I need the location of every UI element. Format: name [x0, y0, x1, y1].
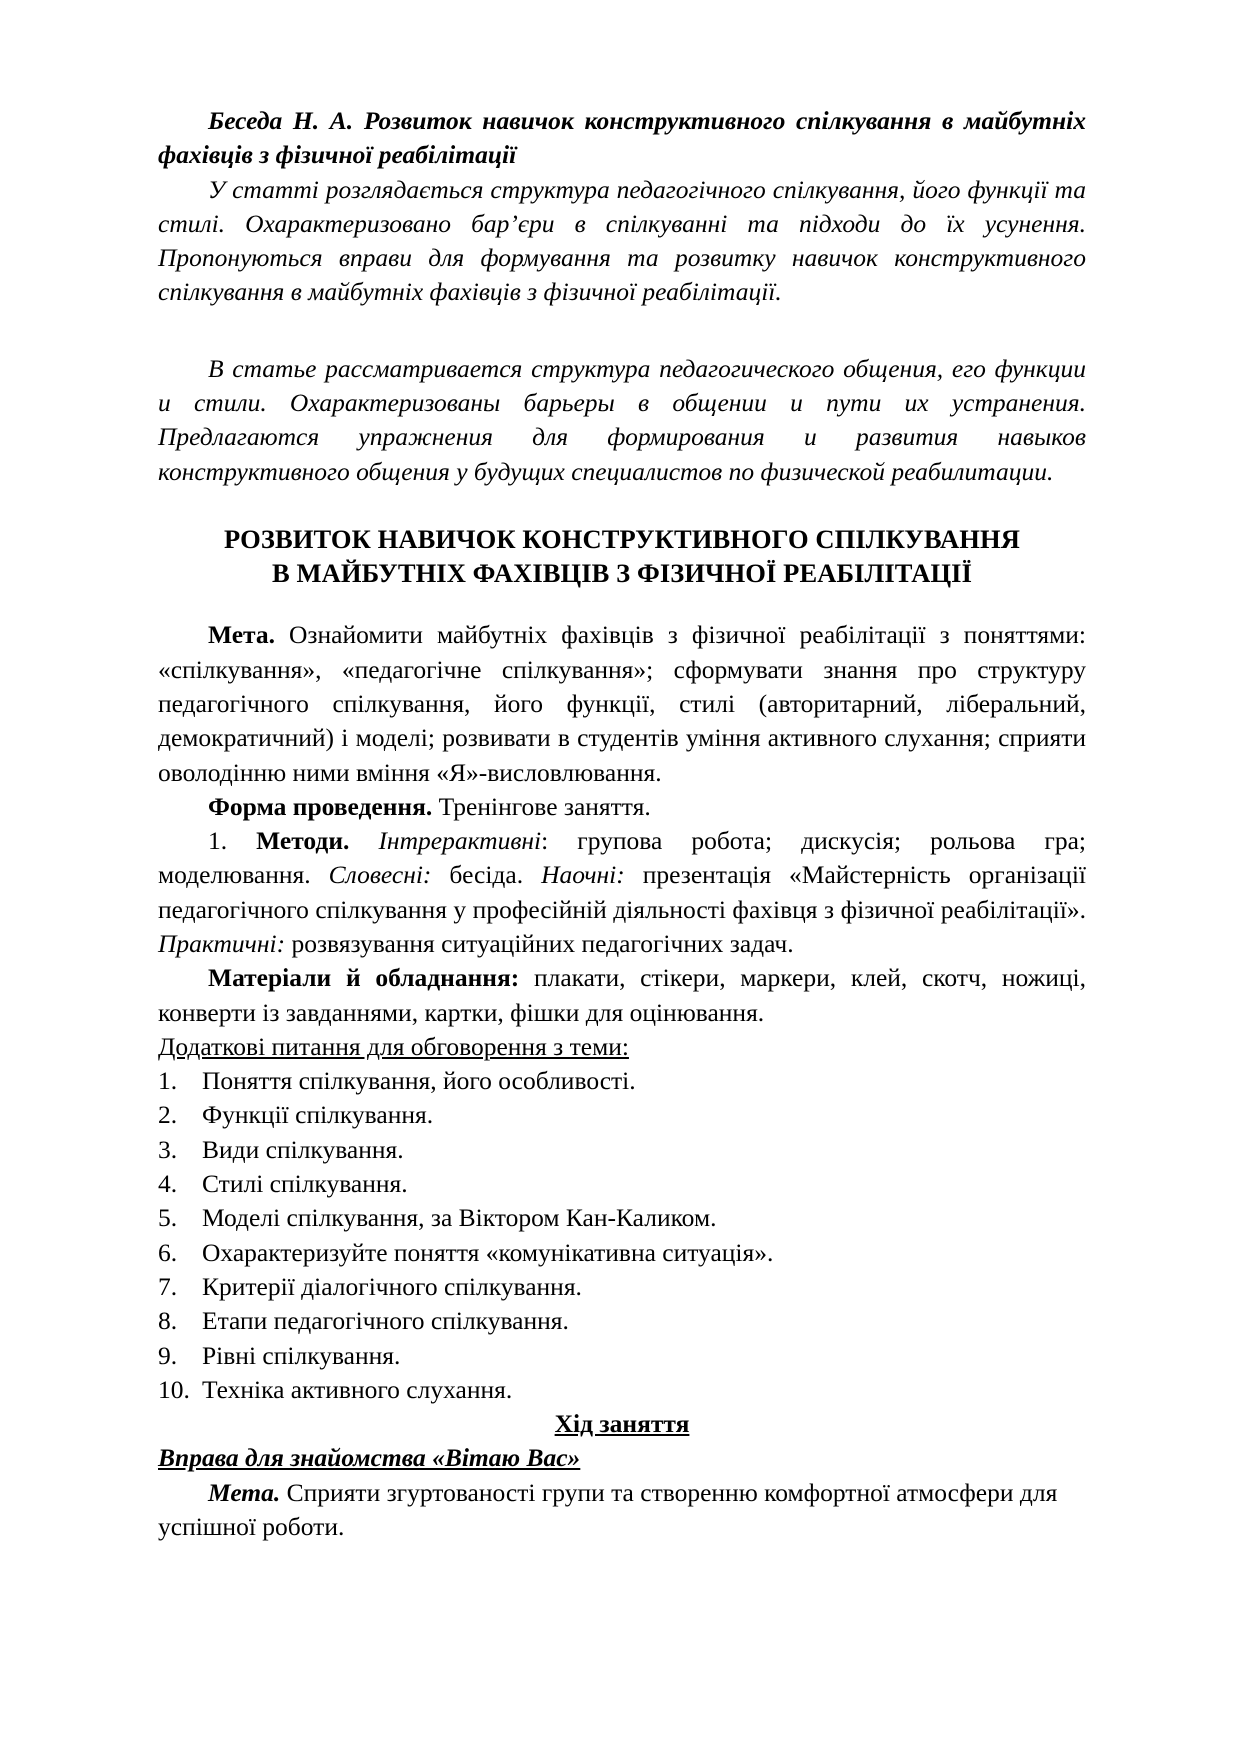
list-item — [158, 1270, 1086, 1304]
methods-label: Методи. — [256, 826, 350, 856]
document-page — [158, 0, 1086, 1544]
list-item — [158, 1339, 1086, 1373]
list-item — [158, 1167, 1086, 1201]
body-content — [158, 618, 1086, 1544]
list-item-number: 7. — [158, 1271, 178, 1301]
materials-text: плакати, стікери, маркери, клей, скотч, ножиці, конверти із завданнями, картки, фішки для оцінювання. — [158, 963, 1086, 1027]
exercise-title-text: Вправа для знайомства «Вітаю Вас» — [158, 1443, 581, 1473]
list-item-label: Охарактеризуйте поняття «комунікативна ситуація». — [202, 1237, 774, 1267]
list-item — [158, 1236, 1086, 1270]
methods-interactive-label: Інтрерактивні — [349, 826, 542, 856]
purpose-text: Ознайомити майбутніх фахівців з фізичної реабілітації з поняттями: «спілкування», «педагогічне спілкування»; сформувати знання про структуру педагогічного спілкування, його функції, стилі (авторитарний, ліберальний, демократичний) і моделі; розвивати в студентів уміння активного слухання; сприяти оволодінню ними вміння «Я»-висловлювання. — [158, 620, 1086, 787]
methods-verbal-label: Словесні: — [328, 860, 432, 890]
list-item-label: Етапи педагогічного спілкування. — [202, 1306, 569, 1336]
list-item — [158, 1098, 1086, 1132]
questions-heading-text: Додаткові питання для обговорення з теми: — [158, 1031, 629, 1061]
abstract-russian-text: В статье рассматривается структура педагогического общения, его функции и стили. Охарактеризованы барьеры в общении и пути их устранения. Предлагаются упражнения для формирования и развития навыков конструктивного общения у будущих специалистов по физической реабилитации. — [158, 353, 1086, 486]
list-item — [158, 1304, 1086, 1338]
methods-number: 1. — [208, 826, 257, 856]
methods-visual-label: Наочні: — [541, 860, 625, 890]
abstract-ukrainian-text: У статті розглядається структура педагогічного спілкування, його функції та стилі. Охарактеризовано бар’єри в спілкуванні та підходи до їх усунення. Пропонуються вправи для формування та розвитку навичок конструктивного спілкування в майбутніх фахівців з фізичної реабілітації. — [158, 174, 1086, 307]
form-paragraph — [158, 790, 1086, 824]
materials-label: Матеріали й обладнання: — [208, 963, 520, 993]
page-title — [158, 522, 1086, 590]
list-item — [158, 1133, 1086, 1167]
abstract-russian — [158, 352, 1086, 489]
list-item-number: 2. — [158, 1100, 178, 1130]
list-item-label: Техніка активного слухання. — [202, 1374, 513, 1404]
list-item-label: Моделі спілкування, за Віктором Кан-Каликом. — [202, 1203, 717, 1233]
materials-paragraph — [158, 961, 1086, 1030]
list-item-number: 8. — [158, 1306, 178, 1336]
methods-visual-text: презентація «Майстерність організації педагогічного спілкування у професійній діяльності фахівця з фізичної реабілітації». — [158, 860, 1086, 924]
list-item-label: Поняття спілкування, його особливості. — [202, 1066, 636, 1096]
exercise-purpose-text: Сприяти згуртованості групи та створенню комфортної атмосфери для успішної роботи. — [158, 1477, 1058, 1542]
article-header — [158, 104, 1086, 173]
page-title-line-2: В МАЙБУТНІХ ФАХІВЦІВ З ФІЗИЧНОЇ РЕАБІЛІТАЦІЇ — [272, 558, 972, 589]
list-item — [158, 1201, 1086, 1235]
questions-list — [158, 1064, 1086, 1407]
lesson-course-heading-text: Хід заняття — [554, 1409, 690, 1439]
list-item — [158, 1373, 1086, 1407]
list-item-number: 4. — [158, 1169, 178, 1199]
exercise-purpose-label: Мета. — [208, 1477, 281, 1507]
list-item-number: 10. — [158, 1374, 190, 1404]
questions-heading — [158, 1030, 1086, 1064]
article-header-text — [158, 104, 1086, 173]
list-item-label: Критерії діалогічного спілкування. — [202, 1271, 582, 1301]
lesson-course-heading — [158, 1407, 1086, 1441]
list-item — [158, 1064, 1086, 1098]
form-text: Тренінгове заняття. — [432, 791, 651, 821]
article-author: Беседа Н. А. — [208, 106, 354, 135]
methods-interactive-text: : групова робота; дискусія; рольова гра; моделювання. — [158, 826, 1087, 890]
article-running-title: Розвиток навичок конструктивного спілкування в майбутніх фахівців з фізичної реабілітації — [158, 106, 1086, 170]
methods-practical-label: Практичні: — [158, 928, 286, 958]
exercise-title — [158, 1441, 1086, 1475]
purpose-paragraph — [158, 618, 1086, 789]
page-title-line-1: РОЗВИТОК НАВИЧОК КОНСТРУКТИВНОГО СПІЛКУВАННЯ — [224, 523, 1020, 554]
list-item-label: Функції спілкування. — [202, 1100, 434, 1130]
list-item-label: Стилі спілкування. — [202, 1169, 408, 1199]
list-item-number: 9. — [158, 1340, 178, 1370]
list-item-label: Види спілкування. — [202, 1134, 404, 1164]
methods-paragraph — [158, 824, 1086, 961]
exercise-purpose-paragraph — [158, 1476, 1086, 1545]
purpose-label: Мета. — [208, 620, 276, 650]
list-item-number: 5. — [158, 1203, 178, 1233]
list-item-label: Рівні спілкування. — [202, 1340, 401, 1370]
methods-practical-text: розвязування ситуаційних педагогічних задач. — [285, 928, 794, 958]
abstract-ukrainian — [158, 173, 1086, 310]
form-label: Форма проведення. — [208, 791, 433, 821]
list-item-number: 3. — [158, 1134, 178, 1164]
methods-verbal-text: бесіда. — [431, 860, 542, 890]
list-item-number: 1. — [158, 1066, 178, 1096]
list-item-number: 6. — [158, 1237, 178, 1267]
